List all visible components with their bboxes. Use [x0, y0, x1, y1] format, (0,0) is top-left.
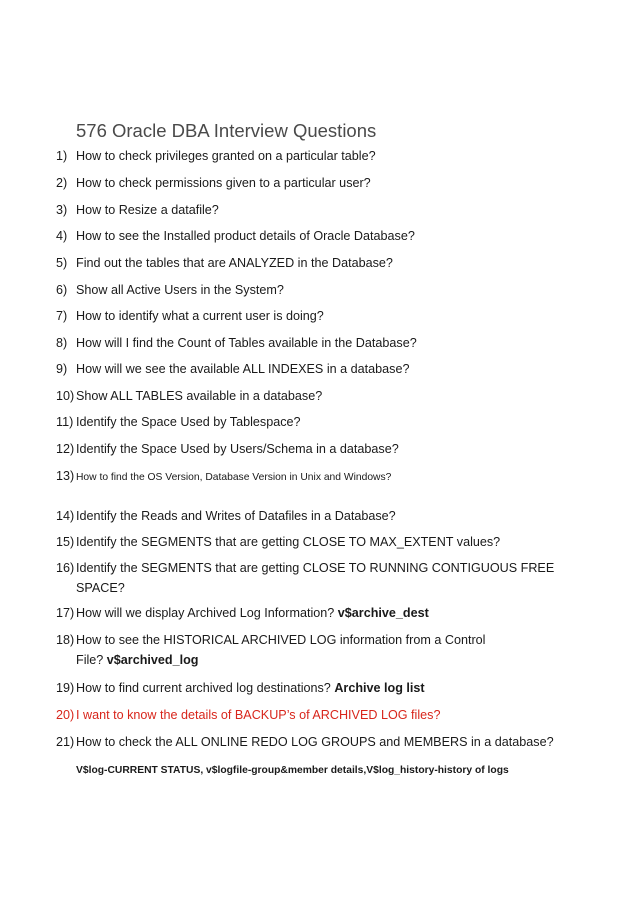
question-number: 21)	[56, 735, 75, 749]
question-item	[56, 466, 391, 488]
question-number: 16)	[56, 561, 75, 575]
question-text: How to check the ALL ONLINE REDO LOG GROUPS and MEMBERS in a database?	[76, 735, 554, 749]
question-text: How to identify what a current user is doing?	[76, 309, 324, 323]
question-text: How will we display Archived Log Information?	[76, 606, 335, 620]
question-item	[56, 173, 371, 193]
question-item-highlighted	[56, 705, 440, 725]
question-item	[56, 732, 554, 752]
question-text: How to see the Installed product details of Oracle Database?	[76, 229, 415, 243]
question-text-continued	[56, 650, 485, 670]
page-title: 576 Oracle DBA Interview Questions	[76, 120, 377, 141]
question-item	[56, 386, 322, 406]
question-number: 19)	[56, 681, 75, 695]
question-number: 6)	[56, 283, 68, 297]
question-item	[56, 678, 425, 698]
question-number: 18)	[56, 633, 75, 647]
question-number: 9)	[56, 362, 68, 376]
question-text: How will I find the Count of Tables available in the Database?	[76, 336, 417, 350]
question-item	[56, 306, 324, 326]
question-text: I want to know the details of BACKUP’s of ARCHIVED LOG files?	[76, 708, 441, 722]
question-text: Find out the tables that are ANALYZED in the Database?	[76, 256, 393, 270]
question-item	[56, 146, 376, 166]
question-number: 10)	[56, 389, 75, 403]
question-number: 12)	[56, 442, 75, 456]
question-item	[56, 439, 399, 459]
question-item	[56, 359, 409, 379]
question-answer: v$archive_dest	[337, 606, 429, 620]
question-number: 11)	[56, 415, 74, 429]
question-number: 8)	[56, 336, 68, 350]
question-item	[56, 200, 219, 220]
question-item	[56, 603, 429, 623]
question-text: Show all Active Users in the System?	[76, 283, 284, 297]
question-item	[56, 280, 284, 300]
question-item	[56, 226, 415, 246]
question-number: 7)	[56, 309, 68, 323]
question-text: Identify the SEGMENTS that are getting CLOSE TO MAX_EXTENT values?	[76, 535, 501, 549]
question-number: 3)	[56, 203, 68, 217]
question-text: How to check privileges granted on a particular table?	[76, 149, 376, 163]
question-number: 17)	[56, 606, 75, 620]
question-text-continued: SPACE?	[76, 581, 125, 595]
question-answer: v$archived_log	[106, 653, 199, 667]
question-item	[56, 532, 500, 552]
question-item	[56, 253, 393, 273]
question-number: 1)	[56, 149, 68, 163]
question-continuation: File?	[76, 653, 104, 667]
question-number: 2)	[56, 176, 68, 190]
question-text: How to find the OS Version, Database Version in Unix and Windows?	[76, 472, 392, 483]
question-answer: Archive log list	[334, 681, 425, 695]
question-item	[56, 412, 301, 432]
question-number: 13)	[56, 469, 75, 483]
question-number: 4)	[56, 229, 68, 243]
question-item	[56, 630, 485, 670]
question-text: Identify the Reads and Writes of Datafiles in a Database?	[76, 509, 396, 523]
answer-note: V$log-CURRENT STATUS, v$logfile-group&member details,V$log_history-history of logs	[76, 765, 509, 776]
question-number: 14)	[56, 509, 75, 523]
question-item	[56, 333, 417, 353]
question-item	[56, 558, 554, 598]
question-number: 20)	[56, 708, 75, 722]
question-text: How to check permissions given to a particular user?	[76, 176, 371, 190]
question-text: How to Resize a datafile?	[76, 203, 219, 217]
question-text: Identify the Space Used by Users/Schema in a database?	[76, 442, 399, 456]
question-item	[56, 506, 396, 526]
question-text: How to see the HISTORICAL ARCHIVED LOG information from a Control	[76, 633, 486, 647]
question-text: How to find current archived log destinations?	[76, 681, 331, 695]
question-text: How will we see the available ALL INDEXES in a database?	[76, 362, 410, 376]
question-text: Show ALL TABLES available in a database?	[76, 389, 323, 403]
question-number: 15)	[56, 535, 75, 549]
question-text: Identify the Space Used by Tablespace?	[76, 415, 301, 429]
question-text: Identify the SEGMENTS that are getting CLOSE TO RUNNING CONTIGUOUS FREE	[76, 561, 555, 575]
question-number: 5)	[56, 256, 68, 270]
